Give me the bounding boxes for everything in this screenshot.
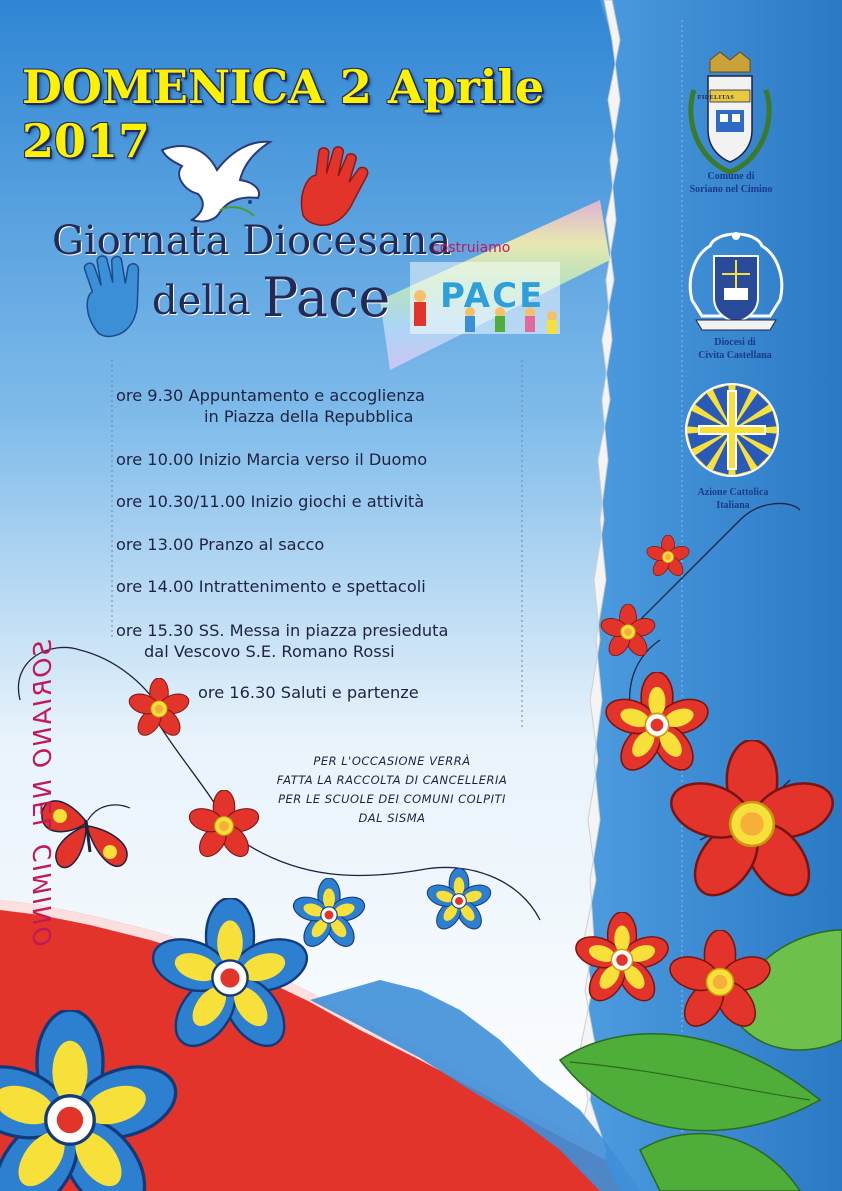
schedule-item-line: in Piazza della Repubblica: [204, 407, 414, 426]
schedule-item-line: ore 10.00 Inizio Marcia verso il Duomo: [116, 450, 428, 469]
diocesi-caption: [660, 336, 810, 362]
schedule-item: [116, 620, 448, 662]
comune-motto: FIDELITAS: [697, 95, 735, 101]
note-line: PER L'OCCASIONE VERRÀ: [313, 754, 471, 768]
title-line-2-prefix: della: [152, 278, 251, 324]
schedule-item-line: ore 13.00 Pranzo al sacco: [116, 535, 325, 554]
schedule-item-line: ore 14.00 Intrattenimento e spettacoli: [116, 577, 426, 596]
comune-caption: [656, 170, 806, 196]
logo-costruiamo-text: costruiamo: [432, 240, 511, 256]
note-line: FATTA LA RACCOLTA DI CANCELLERIA: [276, 773, 508, 787]
schedule-item-line: ore 10.30/11.00 Inizio giochi e attività: [116, 492, 425, 511]
note-line: DAL SISMA: [358, 811, 426, 825]
azione-cattolica-caption: [658, 486, 808, 512]
comune-caption-line: Comune di: [707, 171, 755, 182]
schedule-item-line: dal Vescovo S.E. Romano Rossi: [144, 642, 395, 661]
schedule-item-line: ore 9.30 Appuntamento e accoglienza: [116, 386, 425, 405]
schedule-item: [116, 534, 324, 555]
logo-pace-text: PACE: [440, 276, 545, 316]
azione-caption-line: Italiana: [716, 500, 750, 511]
schedule-item: [116, 576, 426, 597]
note-line: PER LE SCUOLE DEI COMUNI COLPITI: [278, 792, 506, 806]
donation-note: [258, 752, 526, 828]
schedule-item-line: ore 15.30 SS. Messa in piazza presieduta: [116, 621, 449, 640]
diocesi-caption-line: Civita Castellana: [698, 350, 772, 361]
comune-caption-line: Soriano nel Cimino: [689, 184, 773, 195]
schedule-item: [198, 682, 419, 703]
schedule-item: [116, 449, 427, 470]
azione-caption-line: Azione Cattolica: [697, 487, 769, 498]
title-line-2-main: Pace: [262, 266, 391, 329]
event-date-headline: DOMENICA 2 Aprile 2017: [22, 60, 545, 168]
schedule-item: [116, 491, 424, 512]
azione-cattolica-emblem: [686, 384, 778, 476]
vertical-town-name: SORIANO NEL CIMINO: [28, 640, 57, 949]
diocesi-caption-line: Diocesi di: [714, 337, 756, 348]
schedule-item-line: ore 16.30 Saluti e partenze: [198, 683, 419, 702]
title-line-1: Giornata Diocesana: [52, 218, 452, 264]
schedule-item: [116, 385, 425, 427]
